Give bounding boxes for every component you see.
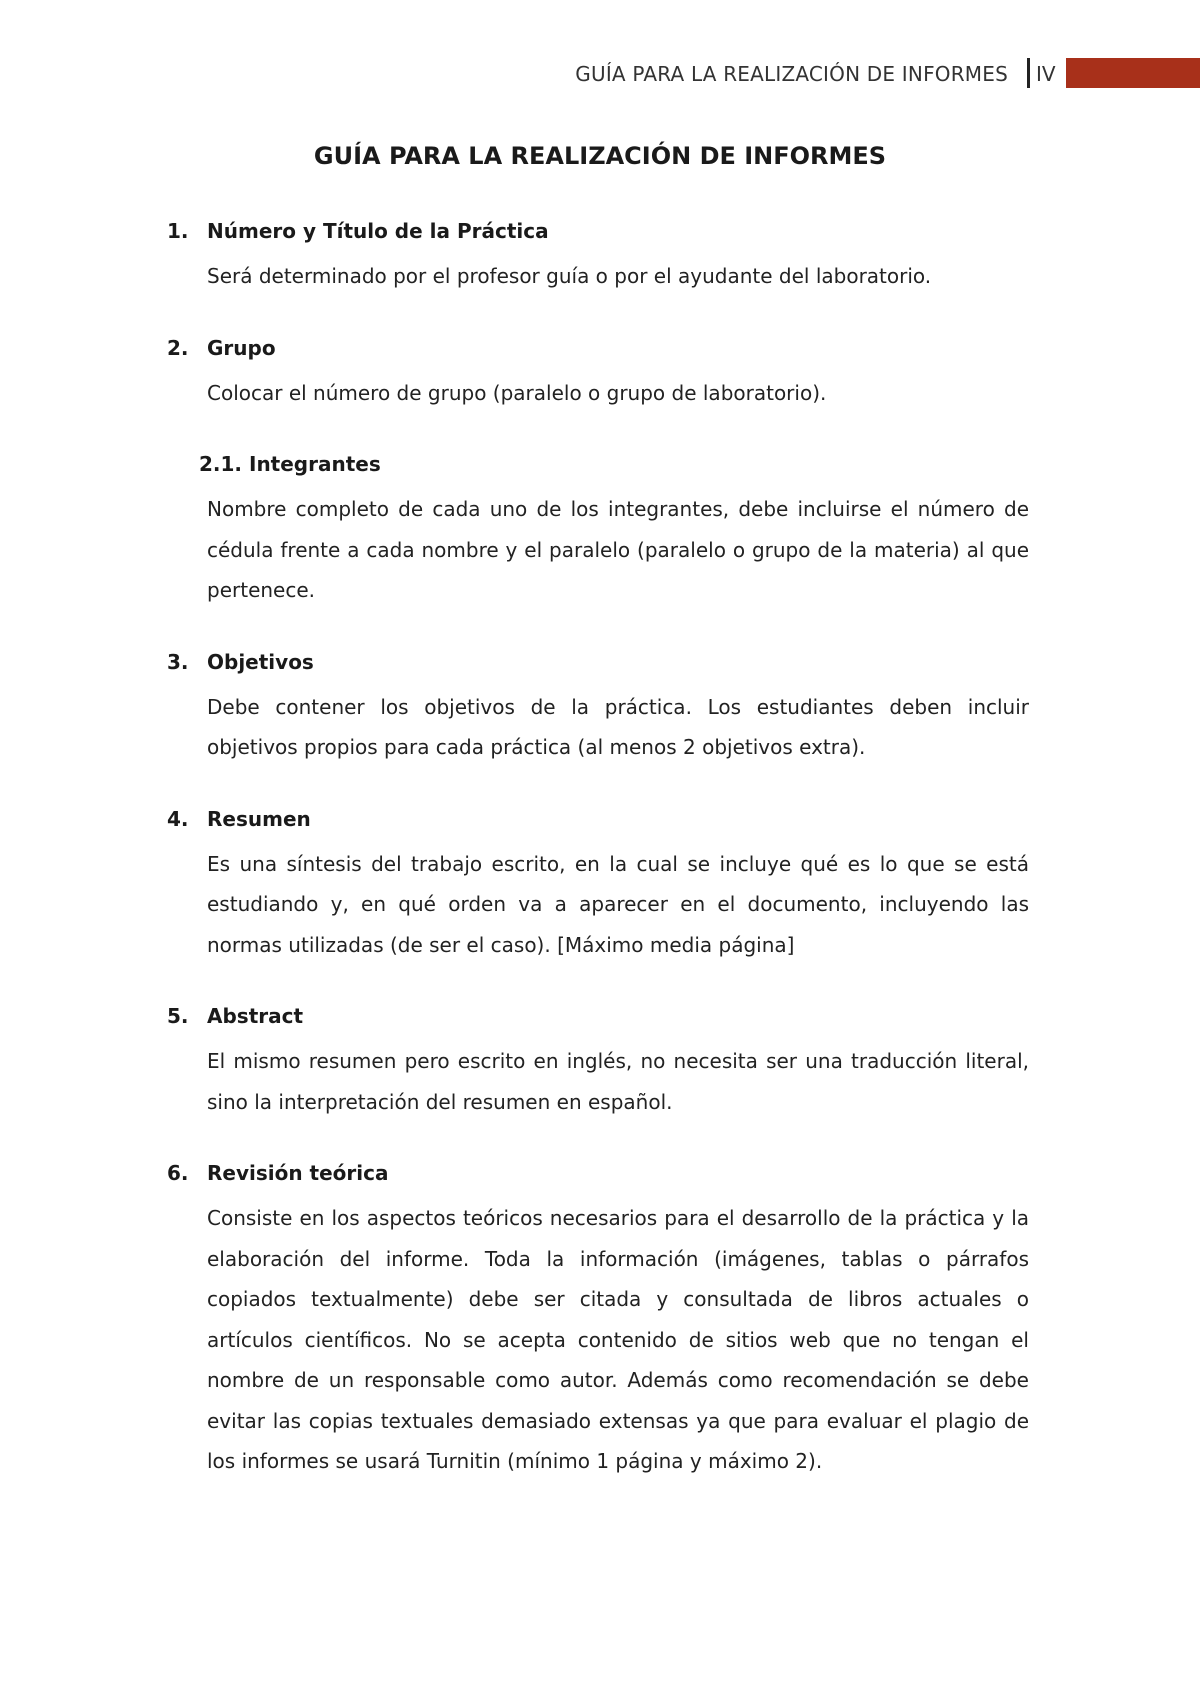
- section-summary: [167, 804, 1029, 966]
- section-heading: [167, 1158, 1029, 1188]
- section-heading: [167, 804, 1029, 834]
- page-number: IV: [1036, 62, 1056, 86]
- section-body: Debe contener los objetivos de la práctica. Los estudiantes deben incluir objetivos propios para cada práctica (al menos 2 objetivos extra).: [207, 694, 1029, 759]
- section-heading-text: Integrantes: [249, 452, 381, 476]
- section-theory-review: [167, 1158, 1029, 1482]
- section-abstract: [167, 1001, 1029, 1122]
- section-number: 3.: [167, 649, 189, 674]
- section-heading-text: Abstract: [207, 1004, 304, 1028]
- section-body: Será determinado por el profesor guía o por el ayudante del laboratorio.: [207, 264, 932, 288]
- section-body: Nombre completo de cada uno de los integrantes, debe incluirse el número de cédula frente a cada nombre y el paralelo (paralelo o grupo de la materia) al que pertenece.: [207, 497, 1029, 602]
- header-title: GUÍA PARA LA REALIZACIÓN DE INFORMES: [575, 62, 1008, 86]
- section-heading: [167, 333, 1029, 363]
- section-heading-text: Número y Título de la Práctica: [207, 219, 549, 243]
- section-body: El mismo resumen pero escrito en inglés, no necesita ser una traducción literal, sino la interpretación del resumen en español.: [207, 1049, 1029, 1114]
- header-accent-bar: [1066, 58, 1200, 88]
- section-number: 5.: [167, 1004, 189, 1028]
- section-members: [167, 449, 1029, 611]
- section-number: 4.: [167, 806, 189, 831]
- section-objectives: [167, 647, 1029, 768]
- section-practice-title: [167, 216, 1029, 297]
- section-body: Colocar el número de grupo (paralelo o grupo de laboratorio).: [207, 380, 827, 405]
- section-number: 2.1.: [199, 452, 243, 476]
- section-heading-text: Resumen: [207, 806, 311, 831]
- document-title: GUÍA PARA LA REALIZACIÓN DE INFORMES: [313, 142, 887, 170]
- page-header: [0, 58, 1200, 88]
- section-heading: [167, 1001, 1029, 1031]
- header-separator: [1027, 58, 1030, 88]
- section-heading: [167, 647, 1029, 677]
- section-heading-text: Revisión teórica: [207, 1161, 389, 1185]
- section-heading-text: Grupo: [207, 335, 276, 360]
- section-body: Consiste en los aspectos teóricos necesarios para el desarrollo de la práctica y la elaboración del informe. Toda la información (imágenes, tablas o párrafos copiados textualmente) debe ser citada y consultada de libros actuales o artículos científicos. No se acepta contenido de sitios web que no tengan el nombre de un responsable como autor. Además como recomendación se debe evitar las copias textuales demasiado extensas ya que para evaluar el plagio de los informes se usará Turnitin (mínimo 1 página y máximo 2).: [207, 1206, 1029, 1473]
- document-body: [167, 216, 1029, 1518]
- section-heading: [167, 216, 1029, 246]
- section-number: 6.: [167, 1161, 189, 1185]
- section-group: [167, 333, 1029, 414]
- section-number: 2.: [167, 335, 189, 360]
- section-heading-text: Objetivos: [207, 649, 314, 674]
- subsection-heading: [199, 449, 1029, 479]
- section-body: Es una síntesis del trabajo escrito, en la cual se incluye qué es lo que se está estudiando y, en qué orden va a aparecer en el documento, incluyendo las normas utilizadas (de ser el caso). [Máximo media página]: [207, 851, 1029, 957]
- section-number: 1.: [167, 219, 189, 243]
